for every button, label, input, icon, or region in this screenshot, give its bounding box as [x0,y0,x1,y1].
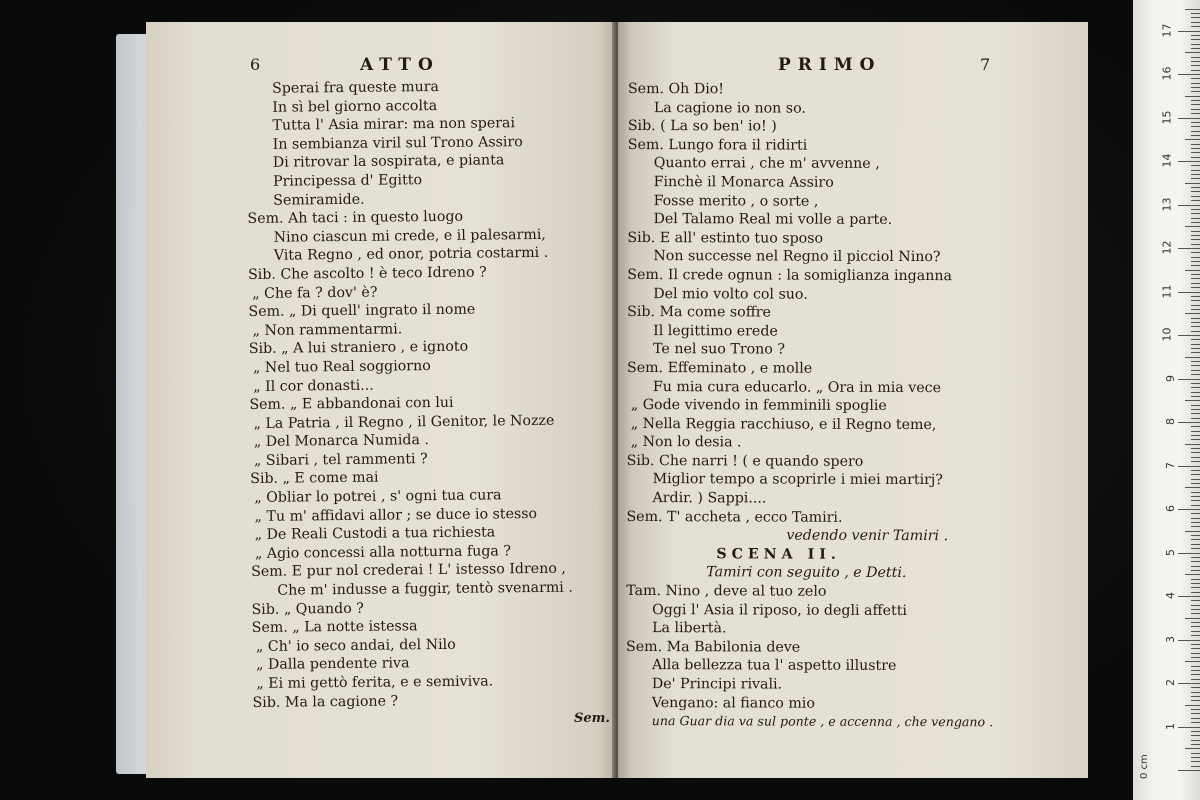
ruler-tick [1185,96,1200,97]
ruler-tick [1191,744,1200,745]
ruler-number: 11 [1160,284,1174,298]
ruler-tick [1191,470,1200,471]
right-text-line: „ Non lo desia . [630,434,742,451]
left-text-line: Sib. „ A lui straniero , e ignoto [248,339,469,358]
ruler-tick [1191,500,1200,501]
ruler-tick [1191,174,1200,175]
ruler-tick [1191,131,1200,132]
ruler-tick [1178,248,1200,249]
ruler-tick [1191,583,1200,584]
ruler-tick [1185,705,1200,706]
right-text-line: Tamiri con seguito , e Detti. [706,564,907,582]
ruler-tick [1191,244,1200,245]
ruler-tick [1178,205,1200,206]
ruler-tick [1191,209,1200,210]
ruler-tick [1191,740,1200,741]
right-text-line: Sib. Ma come soffre [627,304,771,321]
ruler-tick [1191,283,1200,284]
right-text-line: „ Gode vivendo in femminili spoglie [630,397,887,414]
ruler-tick [1185,487,1200,488]
left-text-line: „ Tu m' affidavi allor ; se duce io stesso [254,505,538,525]
right-running-head: PRIMO [778,55,882,75]
ruler-tick [1185,748,1200,749]
ruler-tick [1191,231,1200,232]
ruler-tick [1191,196,1200,197]
ruler-tick [1191,35,1200,36]
ruler-tick [1191,261,1200,262]
ruler-tick [1191,48,1200,49]
left-text-lines [246,77,574,713]
ruler-tick [1191,452,1200,453]
left-text-line: „ Che fa ? dov' è? [252,284,378,302]
ruler-tick [1191,374,1200,375]
ruler-unit: 0 cm [1139,754,1150,779]
right-text-line: Te nel suo Trono ? [653,341,785,358]
ruler-tick [1191,413,1200,414]
ruler-tick [1191,613,1200,614]
ruler-tick [1191,557,1200,558]
ruler-tick [1191,431,1200,432]
ruler-tick [1191,492,1200,493]
ruler-tick [1191,187,1200,188]
ruler-tick [1191,370,1200,371]
ruler-tick [1191,539,1200,540]
ruler-tick [1191,22,1200,23]
ruler-tick [1191,178,1200,179]
ruler-tick [1191,122,1200,123]
ruler-tick [1191,696,1200,697]
right-text-line: Sib. E all' estinto tuo sposo [627,229,824,247]
ruler-tick [1191,570,1200,571]
ruler-tick [1191,687,1200,688]
left-text-line: Sem. E pur nol crederai ! L' istesso Idreno , [251,561,566,581]
ruler-tick [1191,505,1200,506]
ruler-number: 1 [1164,722,1177,730]
ruler-tick [1178,553,1200,554]
ruler-tick [1191,61,1200,62]
ruler-tick [1191,753,1200,754]
left-text-line: Di ritrovar la sospirata, e pianta [272,152,505,172]
right-text-line: La libertà. [652,620,727,637]
ruler-tick [1191,144,1200,145]
ruler-tick [1191,83,1200,84]
ruler-tick [1191,518,1200,519]
left-text-line: Tutta l' Asia mirar: ma non sperai [272,115,516,134]
left-text-line: „ Dalla pendente riva [256,655,410,674]
left-text-line: „ Agio concessi alla notturna fuga ? [254,543,512,562]
left-text-line: Sib. Che ascolto ! è teco Idreno ? [247,264,487,283]
ruler-tick [1191,278,1200,279]
ruler-number: 7 [1164,461,1177,469]
ruler-number: 3 [1164,635,1177,643]
ruler-tick [1185,139,1200,140]
right-page-number: 7 [980,55,991,74]
right-text-line: Alla bellezza tua l' aspetto illustre [651,657,897,675]
ruler-tick [1185,270,1200,271]
ruler-tick [1191,761,1200,762]
ruler-tick [1191,709,1200,710]
ruler-tick [1191,148,1200,149]
ruler-tick [1191,87,1200,88]
left-catchword: Sem. [574,711,610,726]
ruler-tick [1191,274,1200,275]
right-text-line: Miglior tempo a scoprirle i miei martirj? [652,471,943,489]
left-text-line: Sem. „ La notte istessa [251,618,418,637]
ruler-tick [1191,39,1200,40]
ruler-tick [1191,713,1200,714]
left-text-line: Sib. Ma la cagione ? [252,693,399,711]
ruler-tick [1178,74,1200,75]
ruler-tick [1191,126,1200,127]
ruler-tick [1191,657,1200,658]
left-text-line: Vita Regno , ed onor, potria costarmi . [273,245,549,265]
left-text-line: Che m' indusse a fuggir, tentò svenarmi . [277,579,573,599]
ruler-tick [1191,344,1200,345]
ruler-number: 13 [1160,197,1174,211]
ruler-tick [1185,661,1200,662]
ruler-tick [1191,57,1200,58]
ruler-tick [1191,252,1200,253]
ruler-tick [1191,692,1200,693]
ruler-tick [1191,566,1200,567]
left-text-line: „ Sibari , tel rammenti ? [253,450,428,469]
ruler-tick [1191,592,1200,593]
ruler-tick [1178,379,1200,380]
ruler-tick [1191,679,1200,680]
ruler-number: 5 [1164,548,1177,556]
right-text-line: Sem. Ma Babilonia deve [625,638,801,656]
ruler-tick [1191,170,1200,171]
ruler-tick [1191,305,1200,306]
ruler-tick [1178,596,1200,597]
ruler-tick [1178,640,1200,641]
ruler-tick [1191,361,1200,362]
ruler-tick [1185,618,1200,619]
ruler-tick [1191,100,1200,101]
right-text-line: vedendo venir Tamiri . [786,527,949,545]
ruler-tick [1178,770,1200,771]
left-text-line: „ De Reali Custodi a tua richiesta [254,524,496,544]
ruler-tick [1191,235,1200,236]
ruler-tick [1191,13,1200,14]
right-text-line: Vengano: al fianco mio [651,694,815,712]
ruler-tick [1191,296,1200,297]
left-text-line: Semiramide. [273,191,365,209]
ruler-tick [1191,496,1200,497]
ruler-tick [1191,387,1200,388]
right-text-line: Tam. Nino , deve al tuo zelo [626,583,827,600]
left-text-line: „ Il cor donasti... [253,377,374,395]
ruler-tick [1191,339,1200,340]
ruler-tick [1191,544,1200,545]
left-text-line: „ Obliar lo potrei , s' ogni tua cura [254,487,502,506]
right-text-line: La cagione io non so. [653,99,806,117]
ruler-tick [1191,439,1200,440]
ruler-tick [1185,444,1200,445]
ruler-tick [1191,483,1200,484]
ruler-tick [1191,700,1200,701]
ruler-tick [1191,479,1200,480]
ruler-tick [1191,635,1200,636]
ruler-tick [1191,674,1200,675]
right-text-line: Quanto errai , che m' avvenne , [653,155,880,173]
ruler-number: 9 [1164,374,1177,382]
left-text-line: Sem. „ E abbandonai con lui [249,394,454,414]
ruler-tick [1178,31,1200,32]
right-text-lines [626,80,996,732]
left-text-line: Sib. „ Quando ? [251,600,364,618]
ruler-tick [1191,561,1200,562]
ruler-tick [1191,735,1200,736]
ruler-tick [1178,118,1200,119]
left-text-line: Sperai fra queste mura [272,78,439,97]
ruler-tick [1191,26,1200,27]
ruler-tick [1178,683,1200,684]
right-text-line: Del mio volto col suo. [653,285,808,303]
right-text-line: „ Nella Reggia racchiuso, e il Regno teme, [630,415,937,433]
ruler-tick [1191,157,1200,158]
right-text-line: Sem. Il crede ognun : la somiglianza inganna [627,266,953,285]
ruler-tick [1191,352,1200,353]
ruler-tick [1191,600,1200,601]
ruler-number: 4 [1164,592,1177,599]
left-text-line: „ Ei mi gettò ferita, e e semiviva. [256,673,494,692]
ruler-tick [1191,222,1200,223]
ruler-tick [1191,426,1200,427]
ruler-number: 12 [1160,240,1174,255]
ruler-tick [1185,9,1200,10]
ruler-tick [1191,44,1200,45]
ruler-tick [1191,587,1200,588]
ruler-tick [1191,653,1200,654]
ruler-number: 2 [1164,679,1177,686]
ruler-number: 8 [1164,418,1177,425]
ruler-tick [1178,161,1200,162]
ruler-tick [1191,474,1200,475]
ruler-number: 16 [1160,66,1174,81]
ruler-tick [1185,574,1200,575]
right-text-line: Sib. ( La so ben' io! ) [627,118,777,135]
ruler-number: 10 [1160,327,1174,342]
right-text-line: SCENA II. [716,546,841,563]
ruler-tick [1191,91,1200,92]
left-text-line: „ Non rammentarmi. [252,321,403,339]
ruler-tick [1191,609,1200,610]
right-text-line: Sem. Oh Dio! [627,80,725,98]
ruler-tick [1191,213,1200,214]
ruler-tick [1191,418,1200,419]
right-text-line: Finchè il Monarca Assiro [653,174,834,191]
ruler-tick [1185,357,1200,358]
ruler-tick [1191,239,1200,240]
ruler-tick [1191,392,1200,393]
ruler-tick [1185,400,1200,401]
ruler-tick [1191,766,1200,767]
right-text-line: una Guar dia va sul ponte , e accenna , che vengano . [651,713,994,730]
ruler-tick [1191,165,1200,166]
left-running-head: ATTO [360,55,440,75]
left-text-line: Sem. „ Di quell' ingrato il nome [248,301,476,321]
ruler-tick [1191,626,1200,627]
ruler-tick [1191,322,1200,323]
left-text-line: Sib. „ E come mai [250,470,379,488]
ruler-tick [1191,666,1200,667]
ruler-number: 17 [1160,23,1174,37]
left-text-line: Nino ciascun mi crede, e il palesarmi, [273,226,546,246]
right-text-line: Ardir. ) Sappi.... [652,490,767,507]
right-text-line: Fu mia cura educarlo. „ Ora in mia vece [652,378,942,396]
ruler-tick [1191,526,1200,527]
ruler-tick [1191,152,1200,153]
ruler-tick [1191,191,1200,192]
ruler-tick [1191,435,1200,436]
ruler-tick [1178,727,1200,728]
ruler-tick [1185,226,1200,227]
ruler-tick [1191,757,1200,758]
ruler-tick [1191,348,1200,349]
right-text-line: De' Principi rivali. [651,676,783,693]
left-page [146,22,616,778]
ruler-tick [1191,65,1200,66]
ruler-tick [1191,535,1200,536]
left-text-line: „ Nel tuo Real soggiorno [252,357,431,376]
left-text-line: „ Del Monarca Numida . [253,432,430,451]
ruler-tick [1191,326,1200,327]
left-text-line: Sem. Ah taci : in questo luogo [247,208,464,228]
ruler-tick [1191,405,1200,406]
ruler-tick [1178,335,1200,336]
ruler-tick [1191,17,1200,18]
right-page [618,22,1088,778]
ruler-tick [1191,300,1200,301]
ruler-tick [1191,461,1200,462]
ruler-tick [1191,135,1200,136]
right-text-line: Sem. T' accheta , ecco Tamiri. [626,508,843,526]
left-text-line: In sì bel giorno accolta [272,97,438,116]
left-text-line: „ Ch' io seco andai, del Nilo [255,636,456,655]
right-text-line: Fosse merito , o sorte , [653,192,819,210]
ruler-tick [1191,318,1200,319]
ruler-tick [1191,218,1200,219]
ruler-tick [1191,631,1200,632]
ruler-tick [1185,52,1200,53]
ruler-tick [1191,265,1200,266]
ruler-number: 15 [1160,110,1174,124]
ruler-tick [1191,104,1200,105]
right-text-line: Sem. Effeminato , e molle [626,359,813,377]
ruler-tick [1178,466,1200,467]
ruler-tick [1185,183,1200,184]
ruler-tick [1191,513,1200,514]
ruler-tick [1185,531,1200,532]
left-text-line: Principessa d' Egitto [272,172,423,190]
ruler-tick [1191,731,1200,732]
left-page-number: 6 [250,55,261,74]
ruler-tick [1191,457,1200,458]
ruler-tick [1191,78,1200,79]
ruler-tick [1191,113,1200,114]
ruler-tick [1191,648,1200,649]
right-text-line: Del Talamo Real mi volle a parte. [653,211,893,229]
left-text-line: „ La Patria , il Regno , il Genitor, le Nozze [253,412,555,432]
measuring-ruler [1133,0,1200,800]
ruler-tick [1191,548,1200,549]
right-text-line: Sem. Lungo fora il ridirti [627,136,808,154]
ruler-tick [1191,670,1200,671]
ruler-tick [1191,522,1200,523]
ruler-tick [1191,331,1200,332]
ruler-tick [1191,287,1200,288]
ruler-tick [1191,409,1200,410]
ruler-tick [1191,605,1200,606]
ruler-tick [1191,579,1200,580]
ruler-tick [1191,365,1200,366]
ruler-tick [1191,718,1200,719]
ruler-tick [1191,200,1200,201]
ruler-tick [1191,448,1200,449]
ruler-tick [1191,383,1200,384]
ruler-tick [1178,509,1200,510]
ruler-number: 6 [1164,505,1177,512]
ruler-tick [1191,722,1200,723]
right-text-line: Non successe nel Regno il picciol Nino? [653,248,941,266]
ruler-tick [1191,257,1200,258]
ruler-tick [1191,70,1200,71]
ruler-tick [1185,313,1200,314]
ruler-tick [1191,396,1200,397]
ruler-number: 14 [1160,153,1174,168]
right-text-line: Oggi l' Asia il riposo, io degli affetti [652,601,907,619]
ruler-tick [1191,309,1200,310]
ruler-tick [1191,644,1200,645]
ruler-tick [1191,109,1200,110]
ruler-tick [1178,292,1200,293]
left-text-line: In sembianza viril sul Trono Assiro [272,133,523,153]
ruler-tick [1191,622,1200,623]
right-text-line: Il legittimo erede [653,322,778,340]
right-text-line: Sib. Che narri ! ( e quando spero [626,452,864,470]
ruler-tick [1178,422,1200,423]
